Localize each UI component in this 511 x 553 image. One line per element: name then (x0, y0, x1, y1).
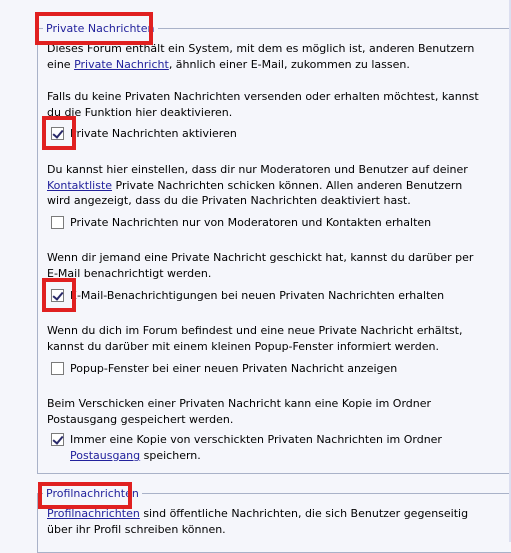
outbox-link[interactable]: Postausgang (70, 449, 141, 462)
private-messages-legend: Private Nachrichten (43, 22, 158, 36)
contact-list-link[interactable]: Kontaktliste (47, 178, 113, 192)
email-notify-option[interactable] (51, 286, 444, 304)
copy-checkbox[interactable] (51, 433, 64, 446)
profile-messages-link[interactable]: Profilnachrichten (47, 507, 140, 520)
enable-pm-label: Private Nachrichten aktivieren (70, 126, 237, 140)
enable-pm-option[interactable] (51, 124, 237, 142)
copy-text: Beim Verschicken einer Privaten Nachricht kann eine Kopie im Ordner Postausgang gespeichert werden. (47, 397, 432, 426)
email-notify-label: E-Mail-Benachrichtigungen bei neuen Privaten Nachrichten erhalten (70, 288, 445, 302)
enable-pm-checkbox[interactable] (51, 127, 64, 140)
only-mods-label: Private Nachrichten nur von Moderatoren und Kontakten erhalten (70, 215, 432, 229)
pm-intro-text: Dieses Forum enthält ein System, mit dem es möglich ist, anderen Benutzern eine Private Nachricht, ähnlich einer E-Mail, zukommen zu lassen. (47, 42, 475, 71)
popup-label: Popup-Fenster bei einer neuen Privaten Nachricht anzeigen (70, 361, 398, 375)
copy-option[interactable] (51, 432, 470, 466)
private-message-link[interactable]: Private Nachricht (74, 57, 169, 71)
popup-text: Wenn du dich im Forum befindest und eine neue Private Nachricht erhältst, kannst du darüber mit einem kleinen Popup-Fenster informiert werden. (47, 324, 463, 353)
email-notify-text: Wenn dir jemand eine Private Nachricht geschickt hat, kannst du darüber per E-Mail benachrichtigt werden. (47, 251, 474, 280)
email-notify-checkbox[interactable] (51, 289, 64, 302)
pm-contacts-text: Du kannst hier einstellen, dass dir nur Moderatoren und Benutzer auf deiner Kontaktliste Private Nachrichten schicken können. Allen anderen Benutzern wird angezeigt, dass du die Privaten Nachrichten deaktiviert hast. (47, 163, 468, 207)
only-mods-option[interactable] (51, 213, 431, 231)
profile-messages-text: Profilnachrichten sind öffentliche Nachrichten, die sich Benutzer gegenseitig über ihr Profil schreiben können. (47, 507, 469, 536)
profile-messages-legend: Profilnachrichten (43, 487, 142, 501)
only-mods-checkbox[interactable] (51, 216, 64, 229)
popup-option[interactable] (51, 359, 397, 377)
popup-checkbox[interactable] (51, 362, 64, 375)
pm-disable-text: Falls du keine Privaten Nachrichten versenden oder erhalten möchtest, kannst du die Funktion hier deaktivieren. (47, 90, 479, 119)
copy-label: Immer eine Kopie von verschickten Privaten Nachrichten im Ordner Postausgang speichern. (70, 433, 442, 462)
